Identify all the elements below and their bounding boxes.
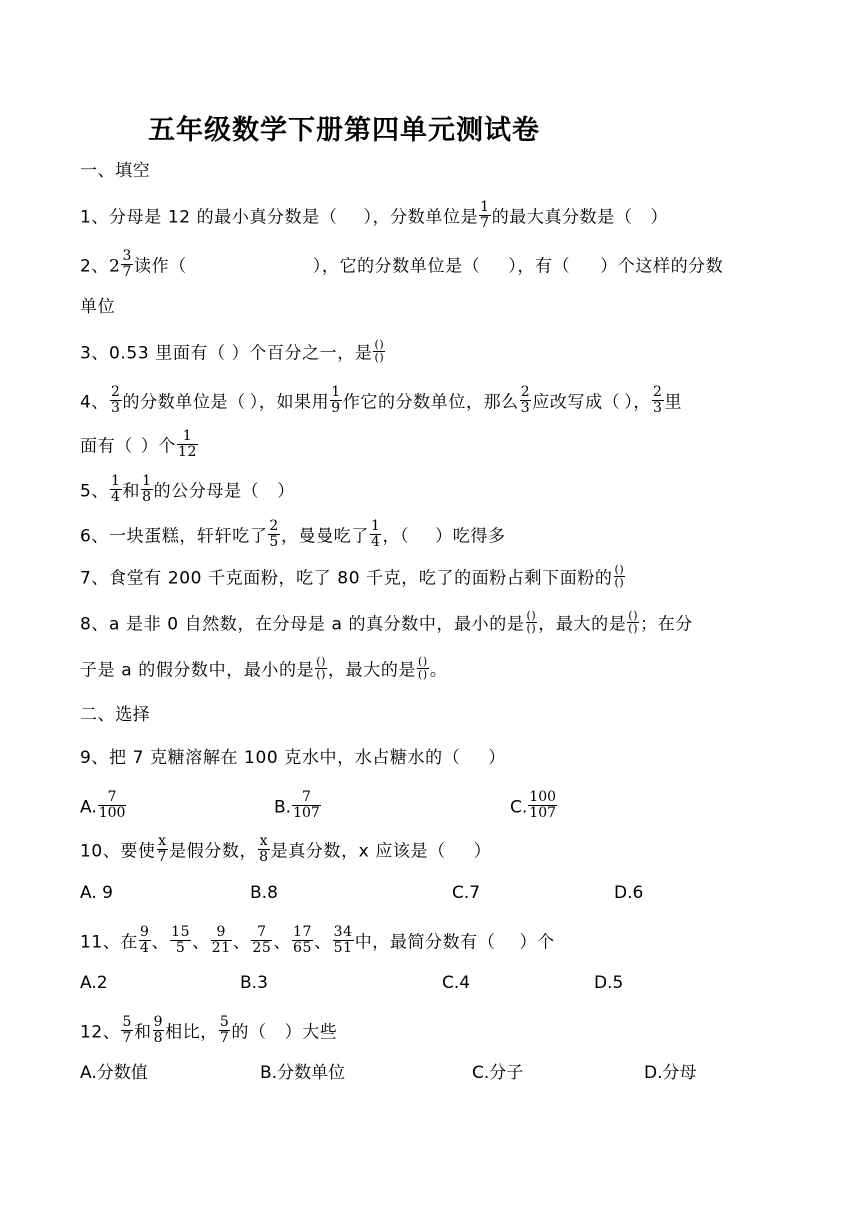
fraction-numerator: 9 [153, 1014, 164, 1030]
fraction-denominator: () [614, 576, 625, 589]
fraction-numerator: () [614, 563, 625, 576]
fraction-denominator: 5 [269, 534, 279, 550]
q12-option-c[interactable]: C.分子 [472, 1063, 524, 1083]
fraction-denominator: 7 [122, 264, 132, 280]
question-4: 4、 $\frac{2}{3}$ 的分数单位是（ ），如果用 $\frac{1}{9}$ 作它的分数单位，那么 $\frac{2}{3}$ 应改写成（ ）， $\frac{2}{3}$ 里 [80, 384, 683, 416]
section-choose-heading: 二、选择 [80, 705, 151, 725]
fraction [292, 790, 321, 821]
fraction-numerator: 2 [269, 518, 279, 534]
fraction [333, 925, 354, 956]
question-7: 7、食堂有 200 千克面粉，吃了 80 千克，吃了的面粉占剩下面粉的 $\frac{()}{()}$ [80, 563, 625, 589]
fraction-denominator: 107 [529, 805, 557, 821]
fraction [652, 385, 664, 416]
fraction-denominator: 3 [520, 400, 531, 416]
fraction-numerator: 7 [251, 925, 272, 941]
fraction-denominator: 8 [142, 489, 152, 505]
q12-option-d[interactable]: D.分母 [644, 1063, 697, 1083]
fraction [121, 1015, 133, 1046]
fraction-numerator: 17 [293, 924, 313, 940]
fraction-numerator: 2 [520, 384, 531, 400]
fraction [292, 925, 313, 956]
fraction-denominator: 4 [140, 940, 150, 956]
question-3: 3、0.53 里面有（ ）个百分之一，是 $\frac{()}{()}$ [80, 338, 385, 364]
fraction-numerator: 34 [333, 924, 353, 940]
fraction-numerator: 15 [171, 924, 191, 940]
fraction-numerator: () [418, 655, 428, 668]
fraction [153, 1015, 165, 1046]
fraction-denominator: 7 [480, 215, 490, 231]
q11-option-a[interactable]: A.2 [80, 973, 108, 993]
fraction-numerator: () [316, 655, 327, 668]
fraction-denominator: 8 [259, 849, 269, 865]
fraction-denominator: () [316, 668, 327, 681]
fraction-numerator: 9 [211, 925, 232, 941]
fraction-denominator: 8 [153, 1030, 164, 1046]
q9-option-a[interactable]: A. $\frac{7}{100}$ [80, 789, 126, 821]
fraction-denominator: 107 [293, 805, 320, 821]
fraction-blank [315, 656, 327, 681]
q10-option-c[interactable]: C.7 [452, 883, 481, 903]
fraction-numerator: x [259, 833, 269, 849]
question-10: 10、要使 $\frac{x}{7}$ 是假分数， $\frac{x}{8}$ 是真分数，x 应该是（ ） [80, 833, 492, 865]
fraction-blank [417, 656, 429, 681]
fraction [157, 834, 169, 865]
fraction [177, 429, 198, 460]
question-12: 12、 $\frac{5}{7}$ 和 $\frac{9}{8}$ 相比， $\frac{5}{7}$ 的（ ）大些 [80, 1014, 338, 1046]
fraction-numerator: 100 [529, 789, 557, 805]
q9-option-c[interactable]: C. $\frac{100}{107}$ [510, 789, 557, 821]
fraction-numerator: 1 [331, 384, 341, 400]
fraction-denominator: () [526, 622, 537, 635]
fraction [139, 925, 151, 956]
fraction [211, 925, 232, 956]
fraction-denominator: 3 [111, 400, 121, 416]
fraction [219, 1015, 231, 1046]
fraction [110, 474, 122, 505]
fraction-denominator: 9 [331, 400, 341, 416]
fraction-denominator: 7 [122, 1030, 132, 1046]
question-2-cont: 单位 [80, 297, 116, 317]
fraction-denominator: 7 [157, 849, 168, 865]
fraction-numerator: 2 [111, 384, 121, 400]
fraction-denominator: () [418, 668, 428, 681]
fraction-denominator: 21 [211, 940, 231, 956]
fraction-denominator: 4 [111, 489, 121, 505]
fraction [479, 200, 491, 231]
fraction [258, 834, 270, 865]
fraction-denominator: () [628, 622, 639, 635]
q11-option-d[interactable]: D.5 [594, 973, 624, 993]
fraction [141, 474, 153, 505]
fraction-numerator: 2 [652, 384, 663, 400]
question-2: 2、2 $\frac{3}{7}$ 读作（ ），它的分数单位是（ ），有（ ）个这样的分数 [80, 248, 724, 280]
question-11: 11、在 $\frac{9}{4}$ 、 $\frac{15}{5}$ 、 $\frac{9}{21}$ 、 $\frac{7}{25}$ 、 $\frac{17}{65}$ 、 $\frac{34}{51}$ 中，最简分数有（ ）个 [80, 924, 555, 956]
fraction-numerator: 1 [480, 199, 490, 215]
fraction-denominator: 3 [652, 400, 663, 416]
fraction [98, 790, 127, 821]
question-8: 8、a 是非 0 自然数，在分母是 a 的真分数中，最小的是 $\frac{()}{()}$ ，最大的是 $\frac{()}{()}$ ；在分 [80, 609, 693, 635]
fraction [170, 925, 191, 956]
fraction-numerator: 5 [219, 1014, 230, 1030]
fraction-numerator: () [526, 609, 537, 622]
section-fill-heading: 一、填空 [80, 161, 151, 181]
q10-option-a[interactable]: A. 9 [80, 883, 113, 903]
fraction-numerator: () [374, 338, 385, 351]
q10-option-d[interactable]: D.6 [614, 883, 644, 903]
fraction-denominator: () [374, 351, 385, 364]
fraction-denominator: 12 [178, 444, 198, 460]
fraction-blank [373, 339, 385, 364]
fraction-denominator: 65 [293, 940, 313, 956]
q11-option-c[interactable]: C.4 [442, 973, 471, 993]
fraction-numerator: () [628, 609, 639, 622]
question-8-cont: 子是 a 的假分数中，最小的是 $\frac{()}{()}$ ，最大的是 $\frac{()}{()}$ 。 [80, 655, 448, 681]
fraction-denominator: 7 [219, 1030, 230, 1046]
fraction-numerator: 7 [292, 790, 321, 806]
fraction-denominator: 51 [333, 940, 353, 956]
fraction-blank [526, 610, 538, 635]
fraction-numerator: 5 [122, 1014, 132, 1030]
page-title: 五年级数学下册第四单元测试卷 [148, 115, 540, 146]
q11-option-b[interactable]: B.3 [240, 973, 268, 993]
fraction-denominator: 25 [252, 940, 272, 956]
fraction [520, 385, 532, 416]
q10-option-b[interactable]: B.8 [250, 883, 278, 903]
fraction [330, 385, 342, 416]
question-5: 5、 $\frac{1}{4}$ 和 $\frac{1}{8}$ 的公分母是（ ） [80, 473, 295, 505]
fraction-denominator: 4 [370, 534, 381, 550]
question-9: 9、把 7 克糖溶解在 100 克水中，水占糖水的（ ） [80, 748, 506, 768]
fraction [528, 790, 557, 821]
q12-option-b[interactable]: B.分数单位 [260, 1063, 346, 1083]
fraction-numerator: 3 [122, 248, 132, 264]
question-6: 6、一块蛋糕，轩轩吃了 $\frac{2}{5}$ ，曼曼吃了 $\frac{1}{4}$ ，（ ）吃得多 [80, 518, 506, 550]
fraction [110, 385, 122, 416]
question-1: 1、分母是 12 的最小真分数是（ ），分数单位是 $\frac{1}{7}$ 的最大真分数是（ ） [80, 199, 669, 231]
fraction-numerator: 1 [142, 473, 152, 489]
fraction-numerator: 1 [111, 473, 121, 489]
fraction-denominator: 100 [98, 805, 126, 821]
q9-option-b[interactable]: B. $\frac{7}{107}$ [274, 789, 320, 821]
fraction [251, 925, 272, 956]
question-4-cont: 面有（ ）个 $\frac{1}{12}$ [80, 428, 198, 460]
q12-option-a[interactable]: A.分数值 [80, 1063, 148, 1083]
fraction-blank [614, 564, 626, 589]
fraction-numerator: 1 [370, 518, 381, 534]
fraction-numerator: 1 [177, 429, 198, 445]
fraction [121, 249, 133, 280]
fraction-denominator: 5 [175, 940, 186, 956]
fraction-numerator: x [158, 833, 167, 849]
fraction [268, 519, 280, 550]
fraction-numerator: 7 [98, 790, 127, 806]
fraction-blank [627, 610, 639, 635]
fraction-numerator: 9 [140, 924, 150, 940]
fraction [370, 519, 382, 550]
